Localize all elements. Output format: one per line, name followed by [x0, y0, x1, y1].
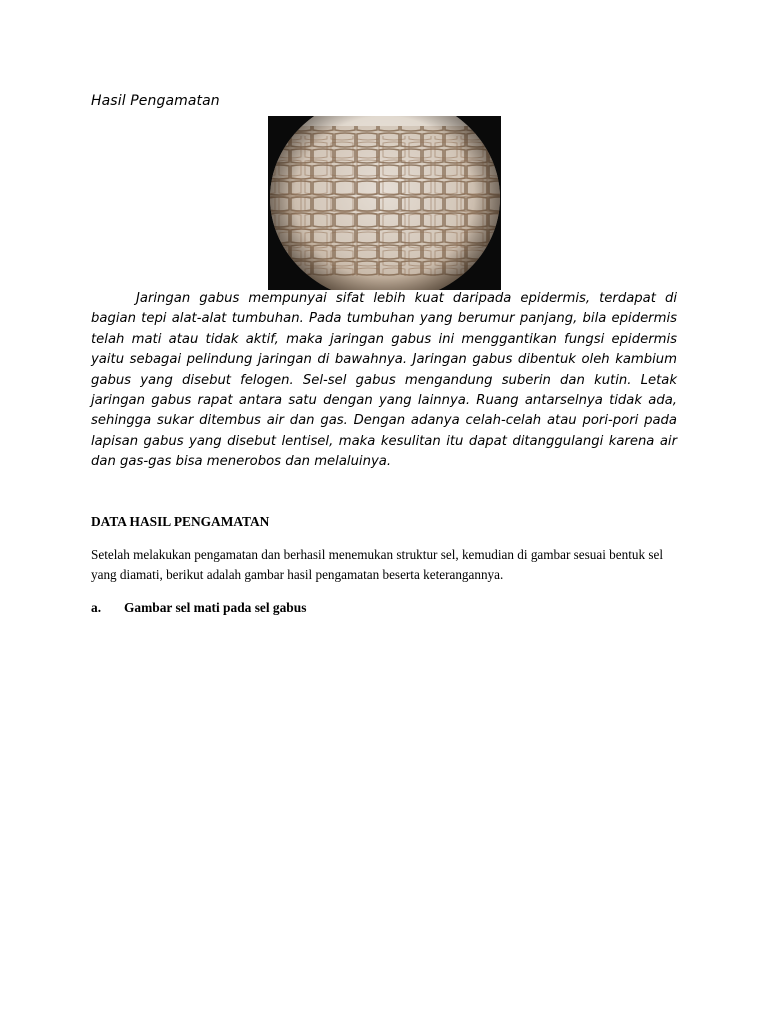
- cork-cells-microscope-image: [268, 116, 501, 290]
- paragraph-part-3: dan: [550, 372, 595, 388]
- term-kutin: kutin: [594, 372, 628, 388]
- paragraph-part-1: Jaringan gabus mempunyai sifat lebih kuat daripada epidermis, terdapat di bagian tepi alat-alat tumbuhan. Pada tumbuhan yang berumur panjang, bila epidermis telah mati atau tidak aktif, maka jaringan gabus ini menggantikan fungsi epidermis yaitu sebagai pelindung jaringan di bawahnya. Jaringan gabus dibentuk oleh kambium gabus yang disebut: [91, 291, 677, 388]
- data-paragraph: Setelah melakukan pengamatan dan berhasil menemukan struktur sel, kemudian di gambar sesuai bentuk sel yang diamati, berikut adalah gambar hasil pengamatan beserta keterangannya.: [91, 547, 664, 582]
- paragraph-part-2: . Sel-sel gabus mengandung: [289, 372, 502, 388]
- term-suberin: suberin: [501, 372, 551, 388]
- list-item: [91, 599, 306, 617]
- list-marker: a.: [91, 600, 102, 615]
- observation-paragraph: [91, 289, 677, 473]
- paragraph-part-4: . Letak jaringan gabus rapat antara satu dengan yang lainnya. Ruang antarselnya tidak ada, sehingga sukar ditembus air dan gas. Dengan adanya celah-celah atau pori-pori pada lapisan gabus yang disebut lentisel, maka kesulitan itu dapat ditanggulangi karena air dan gas-gas bisa menerobos dan melaluinya.: [91, 372, 678, 470]
- term-felogen: felogen: [240, 372, 290, 388]
- section-title: Hasil Pengamatan: [91, 93, 220, 109]
- microscope-photo: [268, 116, 501, 290]
- data-heading: DATA HASIL PENGAMATAN: [91, 514, 270, 529]
- list-item-text: Gambar sel mati pada sel gabus: [124, 600, 307, 615]
